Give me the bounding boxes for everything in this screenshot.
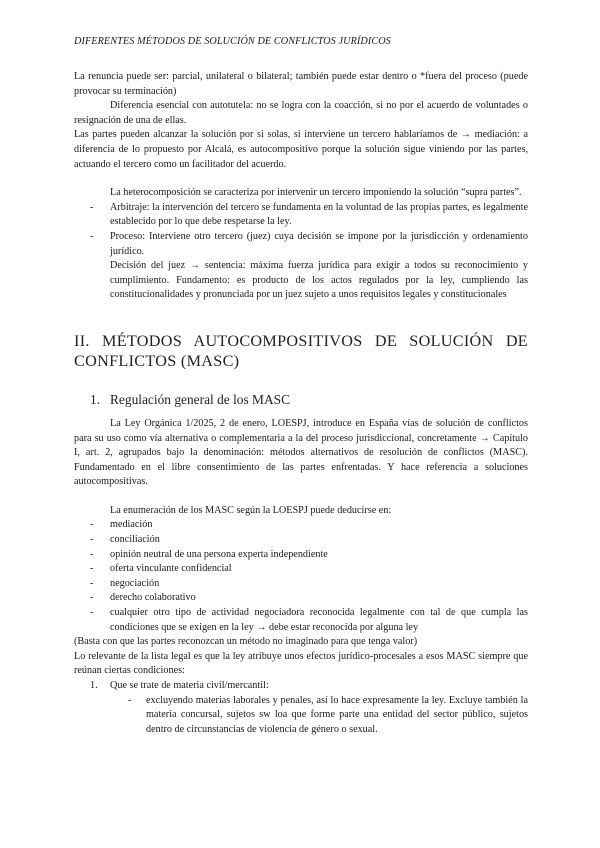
condition-item	[74, 679, 528, 737]
condition-number: 1.	[90, 680, 98, 691]
list-item: - opinión neutral de una persona experta independiente	[74, 548, 528, 563]
running-header: DIFERENTES MÉTODOS DE SOLUCIÓN DE CONFLICTOS JURÍDICOS	[74, 36, 391, 47]
condition-text: Que se trate de materia civil/mercantil:	[110, 680, 269, 691]
paragraph-autotutela: Diferencia esencial con autotutela: no se logra con la coacción, si no por el acuerdo de voluntades o resignación de una de ellas.	[74, 100, 528, 126]
list-item: - cualquier otro tipo de actividad negociadora reconocida legalmente con tal de que cumpla las condiciones que se exigen en la ley → debe estar reconocida por alguna ley	[74, 606, 528, 635]
spacer	[74, 490, 528, 504]
condition-sublist	[110, 694, 528, 738]
conditions-list	[74, 679, 528, 737]
subsection-number: 1.	[90, 391, 101, 407]
list-item: - derecho colaborativo	[74, 591, 528, 606]
paragraph-renuncia: La renuncia puede ser: parcial, unilateral o bilateral; también puede estar dentro o *fuera del proceso (puede provocar su terminación)	[74, 71, 528, 97]
list-item: - Arbitraje: la intervención del tercero se fundamenta en la voluntad de las propias partes, es legalmente establecido por lo que debe respetarse la ley.	[74, 201, 528, 230]
paragraph-heterocomposicion: La heterocomposición se caracteriza por intervenir un tercero imponiendo la solución “supra partes”.	[110, 187, 522, 199]
list-item: - oferta vinculante confidencial	[74, 562, 528, 577]
hetero-list	[74, 201, 528, 259]
subsection-heading	[74, 391, 528, 409]
list-item: - mediación	[74, 518, 528, 533]
paragraph-enumeracion: La enumeración de los MASC según la LOESPJ puede deducirse en:	[110, 504, 392, 516]
paragraph-sentencia: Decisión del juez → sentencia: máxima fuerza jurídica para exigir a todos su reconocimiento y cumplimiento. Fundamento: es producto de los actos regulados por la ley, cumpliendo las constitucionalidades y pronunciada por un juez sujeto a unos requisitos legales y constitucionales	[110, 260, 528, 301]
list-item: - Proceso: Interviene otro tercero (juez) cuya decisión se impone por la jurisdicción y ordenamiento jurídico.	[74, 230, 528, 259]
paragraph-mediacion: Las partes pueden alcanzar la solución por si solas, si interviene un tercero hablaríamos de → mediación: a diferencia de lo propuesto por Alcalá, es autocompositivo porque la solución sigue viniendo por las partes, actuando el tercero como un facilitador del acuerdo.	[74, 129, 528, 170]
subsection-title: Regulación general de los MASC	[110, 391, 290, 407]
paragraph-condiciones: Lo relevante de la lista legal es que la ley atribuye unos efectos jurídico-procesales a esos MASC siempre que reúnan ciertas condiciones:	[74, 650, 528, 677]
paragraph-note: (Basta con que las partes reconozcan un método no imaginado para que tenga valor)	[74, 636, 418, 648]
masc-list	[74, 518, 528, 635]
document-body	[74, 70, 528, 737]
paragraph-loespj: La Ley Orgánica 1/2025, 2 de enero, LOESPJ, introduce en España vías de solución de conflictos para su uso como vía alternativa o complementaria a la del proceso jurisdiccional, concretamente → Capítulo I, art. 2, agrupados bajo la denominación: métodos alternativos de resolución de conflictos (MASC). Fundamentado en el libre consentimiento de las partes enfrentadas. Y hace referencia a soluciones autocompositivas.	[74, 417, 528, 488]
section-heading: II. MÉTODOS AUTOCOMPOSITIVOS DE SOLUCIÓN DE CONFLICTOS (MASC)	[74, 331, 528, 370]
spacer	[74, 172, 528, 186]
list-item: - negociación	[74, 577, 528, 592]
list-item: - excluyendo materias laborales y penales, así lo hace expresamente la ley. Excluye también la materia concursal, sujetos sw loa que forme parte una entidad del sector público, sujetos dentro de circunstancias de violencia de género o sexual.	[74, 694, 528, 738]
list-item: - conciliación	[74, 533, 528, 548]
